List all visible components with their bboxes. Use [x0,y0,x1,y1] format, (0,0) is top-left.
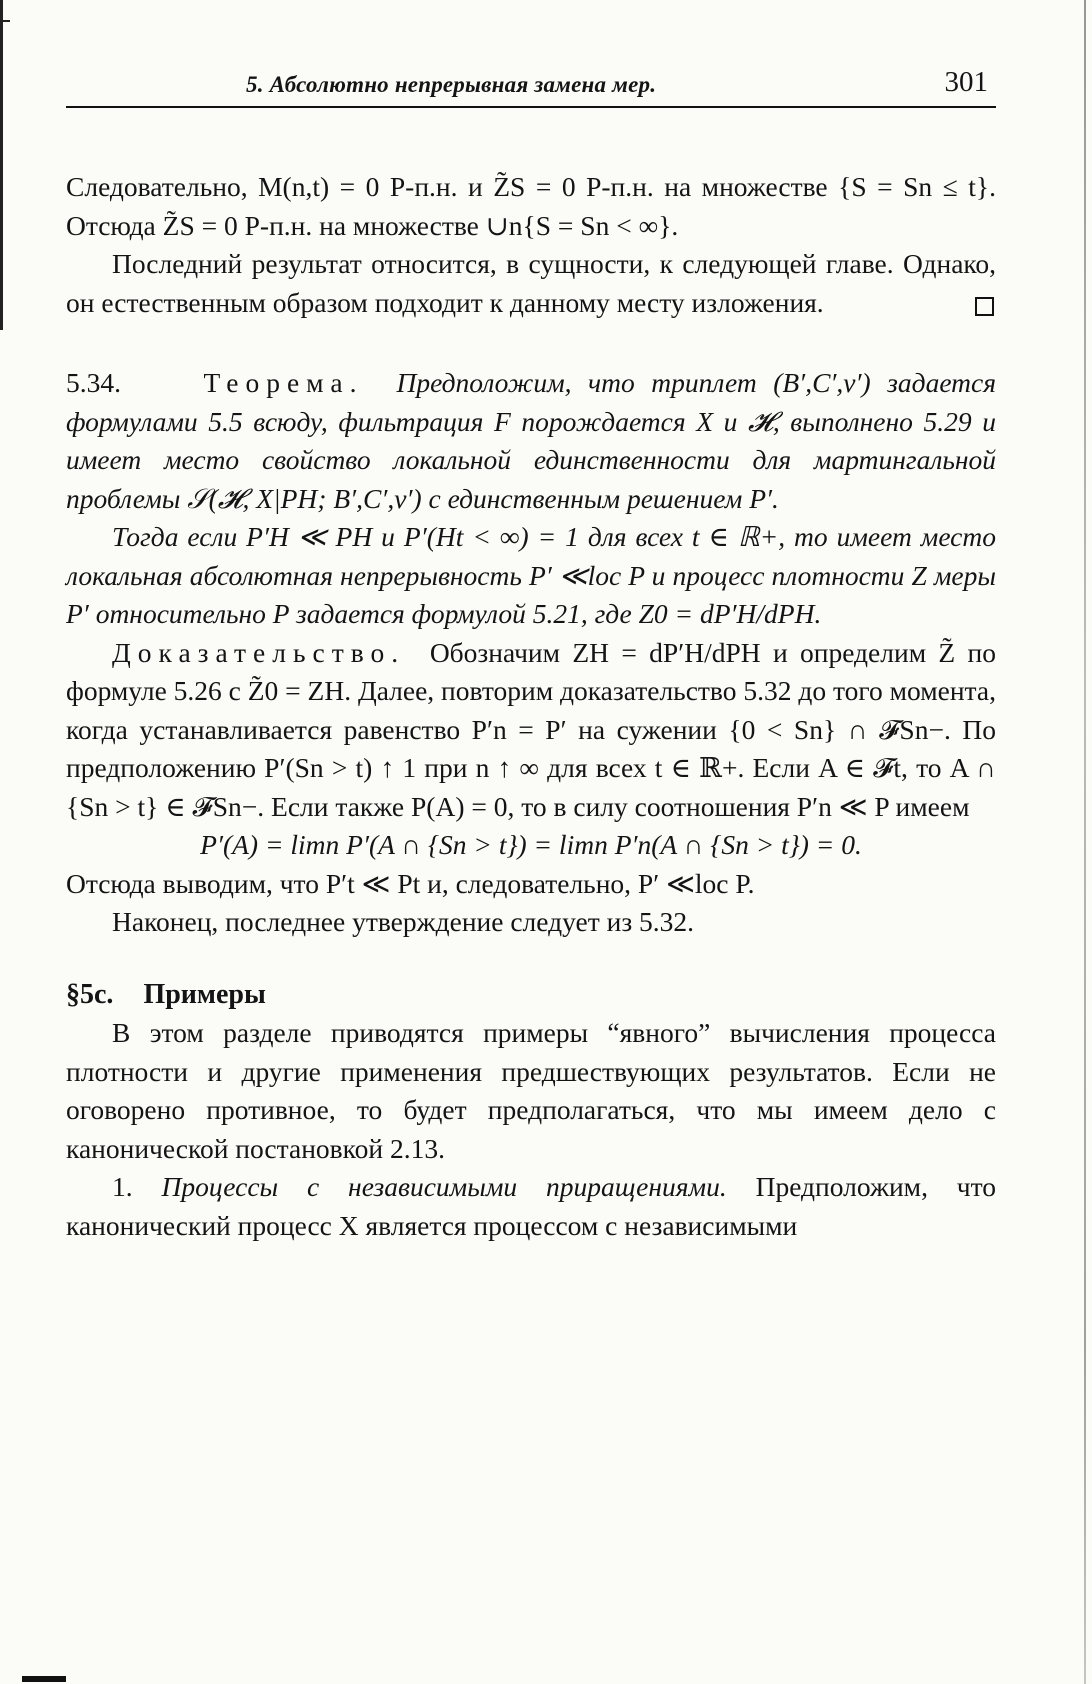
section-heading [66,976,996,1015]
theorem [66,364,996,518]
scan-mark [22,1676,66,1682]
theorem-text: Предположим, что триплет (B′,C′,ν′) задается формулами 5.5 всюду, фильтрация F порождается X и 𝓗, выполнено 5.29 и имеет место свойство локальной единственности для мартингальной проблемы 𝒮(𝓗, X|PH; B′,C′,ν′) с единственным решением P′. [66,367,997,514]
qed-square-icon [975,297,994,316]
page-number: 301 [944,66,988,98]
paragraph [66,245,996,322]
theorem-number: 5.34. [66,367,121,398]
paragraph: Наконец, последнее утверждение следует из 5.32. [112,906,695,937]
proof [66,634,996,827]
spacer [66,942,996,976]
page-header [66,66,996,108]
paragraph: В этом разделе приводятся примеры “явного” вычисления процесса плотности и другие применения предшествующих результатов. Если не оговорено противное, то будет предполагаться, что мы имеем дело с канонической постановкой 2.13. [66,1017,996,1164]
paragraph: Следовательно, M(n,t) = 0 P-п.н. и Z̃S = 0 P-п.н. на множестве {S = Sn ≤ t}. Отсюда Z̃S = 0 P-п.н. на множестве ∪n{S = Sn < ∞}. [66,171,996,241]
scan-edge-shadow [1084,0,1086,1684]
theorem-continuation: Тогда если P′H ≪ PH и P′(Ht < ∞) = 1 для всех t ∈ ℝ+, то имеет место локальная абсолютная непрерывность P′ ≪loc P и процесс плотности Z меры P′ относительно P задается формулой 5.21, где Z0 = dP′H/dPH. [66,521,996,629]
proof-text: Обозначим ZH = dP′H/dPH и определим Z̃ по формуле 5.26 с Z̃0 = ZH. Далее, повторим доказательство 5.32 до того момента, когда устанавливается равенство P′n = P′ на сужении {0 < Sn} ∩ 𝓕Sn−. По предположению P′(Sn > t) ↑ 1 при n ↑ ∞ для всех t ∈ ℝ+. Если A ∈ 𝓕t, то A ∩ {Sn > t} ∈ 𝓕Sn−. Если также P(A) = 0, то в силу соотношения P′n ≪ P имеем [66,636,997,822]
section-number: §5c. [66,978,114,1010]
item-title: Процессы с независимыми приращениями. [161,1171,727,1202]
page-body [66,168,996,1245]
list-item [66,1168,996,1245]
section-title: Примеры [143,978,266,1010]
paragraph-text: Последний результат относится, в сущности, к следующей главе. Однако, он естественным образом подходит к данному месту изложения. [66,248,996,318]
scan-edge [0,0,3,330]
theorem-keyword: Теорема. [203,367,364,398]
running-head: 5. Абсолютно непрерывная замена мер. [246,72,657,97]
paragraph: Отсюда выводим, что P′t ≪ Pt и, следовательно, P′ ≪loc P. [66,867,755,899]
display-formula: P′(A) = limn P′(A ∩ {Sn > t}) = limn P′n(A ∩ {Sn > t}) = 0. [200,829,862,860]
spacer [66,322,996,364]
proof-keyword: Доказательство. [112,636,406,668]
scan-mark [0,20,10,22]
item-text: Предположим, что канонический процесс X является процессом с независимыми [66,1171,997,1241]
item-number: 1. [112,1171,133,1202]
